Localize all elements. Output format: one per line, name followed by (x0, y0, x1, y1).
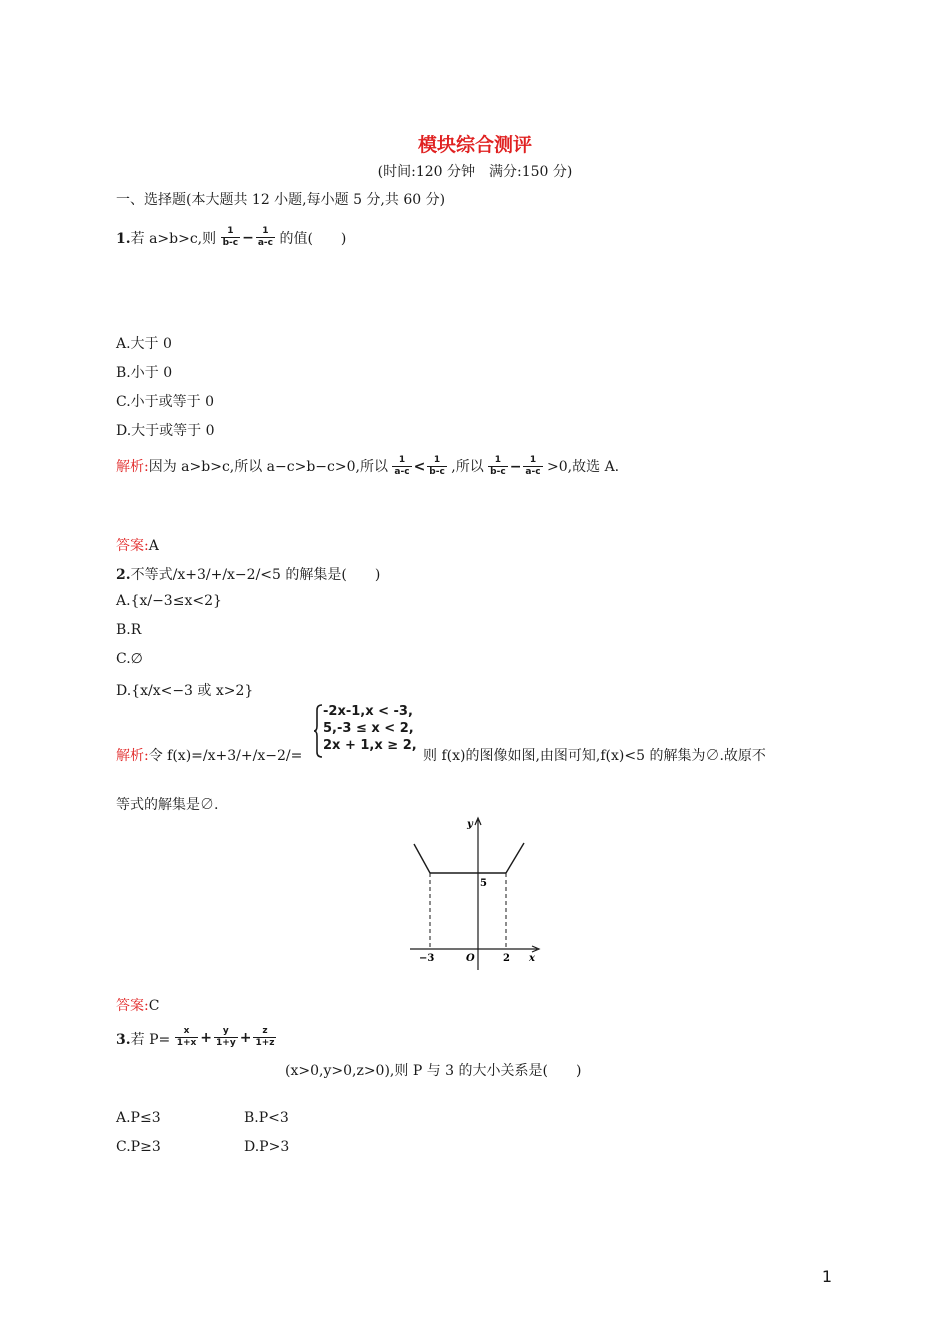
question-number: 2. (116, 567, 131, 583)
analysis-label: 解析: (116, 748, 149, 764)
option-d: D.P>3 (244, 1139, 290, 1155)
graph-left-ray (414, 844, 430, 873)
minus-sign: − (242, 229, 254, 246)
piecewise-case: 2x + 1,x ≥ 2, (323, 738, 417, 753)
analysis-text: >0,故选 A. (547, 459, 620, 475)
answer-value: A (148, 538, 159, 554)
page-subtitle: (时间:120 分钟 满分:150 分) (377, 164, 573, 180)
question-text: (x>0,y>0,z>0),则 P 与 3 的大小关系是( ) (285, 1063, 582, 1079)
level-label: 5 (480, 878, 487, 889)
question-1-answer (116, 535, 159, 555)
x-axis-label: x (529, 953, 535, 964)
fraction: $\frac{z}{1+z}$ (255, 1026, 275, 1048)
option-d: D.大于或等于 0 (116, 423, 215, 439)
section-heading: 一、选择题(本大题共 12 小题,每小题 5 分,共 60 分) (116, 192, 446, 208)
option-a: A.{x/−3≤x<2} (116, 593, 222, 609)
answer-label: 答案: (116, 538, 149, 554)
question-number: 1. (116, 231, 131, 247)
option-c: C.小于或等于 0 (116, 394, 215, 410)
analysis-label: 解析: (116, 459, 149, 475)
option-c: C.P≥3 (116, 1139, 161, 1155)
fraction: $\frac{1}{b-c}$ (490, 455, 506, 477)
piecewise-definition (323, 703, 417, 754)
question-text: 若 P= (130, 1032, 171, 1048)
question-1-analysis (116, 455, 619, 500)
question-2-stem (116, 564, 380, 584)
page-title: 模块综合测评 (417, 134, 532, 156)
fraction: $\frac{1}{b-c}$ (222, 226, 239, 248)
option-a: A.P≤3 (116, 1110, 161, 1126)
fraction: $\frac{y}{1+y}$ (216, 1026, 236, 1048)
analysis-text: ,所以 (451, 459, 484, 475)
function-graph (405, 814, 545, 974)
question-text: 若 a>b>c,则 (130, 231, 217, 247)
option-b: B.P<3 (244, 1110, 289, 1126)
page-number: 1 (821, 1267, 832, 1286)
question-3-stem (116, 1028, 276, 1078)
question-1-stem (116, 228, 346, 268)
fraction: $\frac{1}{a-c}$ (394, 455, 410, 477)
analysis-text: 令 f(x)=/x+3/+/x−2/= (148, 748, 303, 764)
piecewise-case: 5,-3 ≤ x < 2, (323, 721, 414, 736)
analysis-text: 因为 a>b>c,所以 a−c>b−c>0,所以 (148, 459, 388, 475)
option-c: C.∅ (116, 651, 143, 667)
answer-label: 答案: (116, 998, 149, 1014)
graph-right-ray (506, 843, 524, 873)
less-than-sign: < (413, 458, 426, 475)
question-2-analysis-line1 (116, 745, 302, 765)
minus-sign: − (509, 458, 522, 475)
origin-label: O (466, 953, 475, 964)
question-text: 的值( ) (279, 231, 347, 247)
question-number: 3. (116, 1032, 131, 1048)
plus-sign: + (200, 1029, 213, 1046)
tick-label-right: 2 (503, 953, 510, 964)
option-b: B.小于 0 (116, 365, 173, 381)
tick-label-left: −3 (419, 953, 435, 964)
piecewise-case: -2x-1,x < -3, (323, 704, 413, 719)
left-brace-icon (313, 704, 323, 758)
analysis-text: 则 f(x)的图像如图,由图可知,f(x)<5 的解集为∅.故原不 (423, 748, 766, 764)
fraction: $\frac{1}{a-c}$ (257, 226, 273, 248)
option-a: A.大于 0 (116, 336, 172, 352)
fraction: $\frac{1}{a-c}$ (525, 455, 541, 477)
fraction: $\frac{1}{b-c}$ (429, 455, 445, 477)
question-2-answer (116, 995, 159, 1015)
y-axis-label: y (467, 819, 473, 830)
option-b: B.R (116, 622, 142, 638)
option-d: D.{x/x<−3 或 x>2} (116, 683, 254, 699)
answer-value: C (148, 998, 160, 1014)
question-text: 不等式/x+3/+/x−2/<5 的解集是( ) (130, 567, 381, 583)
analysis-text: 等式的解集是∅. (116, 797, 219, 813)
fraction: $\frac{x}{1+x}$ (176, 1026, 197, 1048)
plus-sign: + (239, 1029, 252, 1046)
